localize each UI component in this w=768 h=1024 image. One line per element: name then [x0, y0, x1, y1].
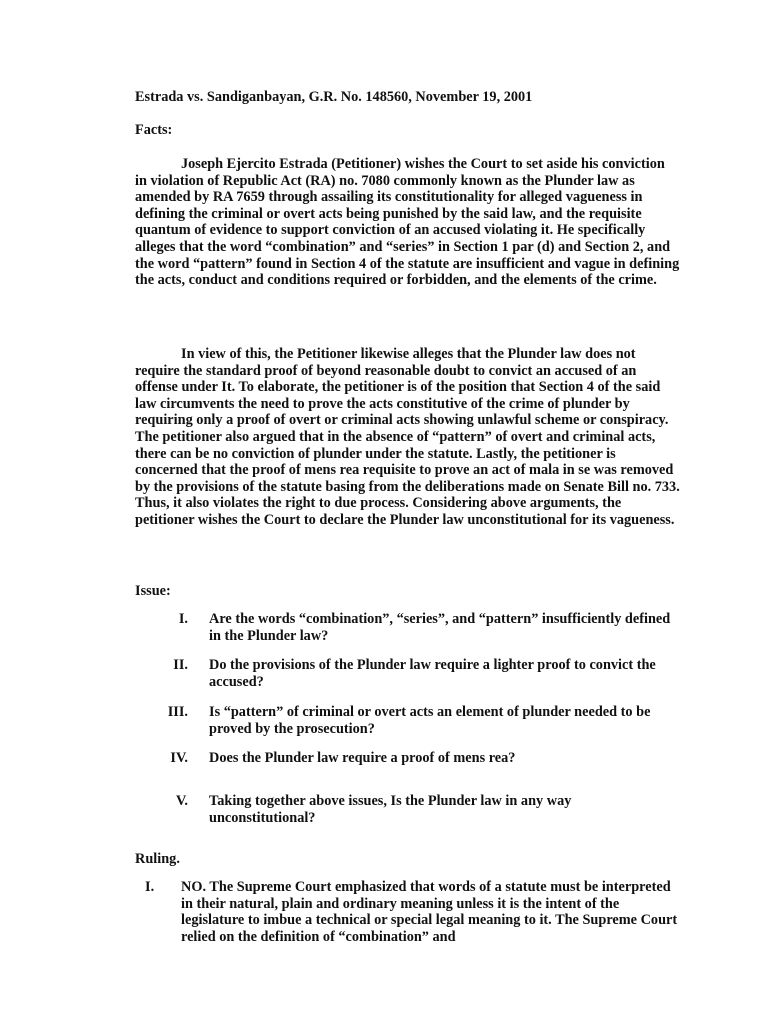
- issue-text: Is “pattern” of criminal or overt acts an element of plunder needed to be proved by the prosecution?: [209, 704, 651, 737]
- issue-number: I.: [178, 611, 188, 627]
- issue-number: IV.: [170, 750, 188, 766]
- ruling-text: NO. The Supreme Court emphasized that words of a statute must be interpreted in their natural, plain and ordinary meaning unless it is the intent of the legislature to imbue a technical or special legal meaning to it. The Supreme Court relied on the definition of “combination” and: [181, 879, 678, 945]
- ruling-number: I.: [145, 879, 155, 895]
- issue-number: V.: [175, 793, 188, 809]
- ruling-heading: Ruling.: [135, 851, 180, 867]
- issue-number: II.: [173, 657, 188, 673]
- issue-text: Are the words “combination”, “series”, and “pattern” insufficiently defined in the Plunder law?: [209, 611, 671, 644]
- issue-text: Taking together above issues, Is the Plunder law in any way unconstitutional?: [209, 793, 572, 826]
- issue-heading: Issue:: [135, 583, 171, 599]
- facts-heading: Facts:: [135, 122, 173, 138]
- facts-paragraph-2: In view of this, the Petitioner likewise alleges that the Plunder law does not require the standard proof of beyond reasonable doubt to convict an accused of an offense under It. To elaborate, the petitioner is of the position that Section 4 of the said law circumvents the need to prove the acts constitutive of the crime of plunder by requiring only a proof of overt or criminal acts showing unlawful scheme or conspiracy. The petitioner also argued that in the absence of “pattern” of overt and criminal acts, there can be no conviction of plunder under the statute. Lastly, the petitioner is concerned that the proof of mens rea requisite to prove an act of mala in se was removed by the provisions of the statute basing from the deliberations made on Senate Bill no. 733. Thus, it also violates the right to due process. Considering above arguments, the petitioner wishes the Court to declare the Plunder law unconstitutional for its vagueness.: [135, 346, 680, 528]
- issue-number: III.: [167, 704, 188, 720]
- facts-paragraph-1: Joseph Ejercito Estrada (Petitioner) wishes the Court to set aside his conviction in violation of Republic Act (RA) no. 7080 commonly known as the Plunder law as amended by RA 7659 through assailing its constitutionality for alleged vagueness in defining the criminal or overt acts being punished by the said law, and the requisite quantum of evidence to support conviction of an accused violating it. He specifically alleges that the word “combination” and “series” in Section 1 par (d) and Section 2, and the word “pattern” found in Section 4 of the statute are insufficient and vague in defining the acts, conduct and conditions required or forbidden, and the elements of the crime.: [135, 156, 680, 289]
- document-title: Estrada vs. Sandiganbayan, G.R. No. 148560, November 19, 2001: [135, 89, 533, 105]
- issue-text: Does the Plunder law require a proof of mens rea?: [209, 750, 516, 766]
- issue-text: Do the provisions of the Plunder law require a lighter proof to convict the accused?: [209, 657, 656, 690]
